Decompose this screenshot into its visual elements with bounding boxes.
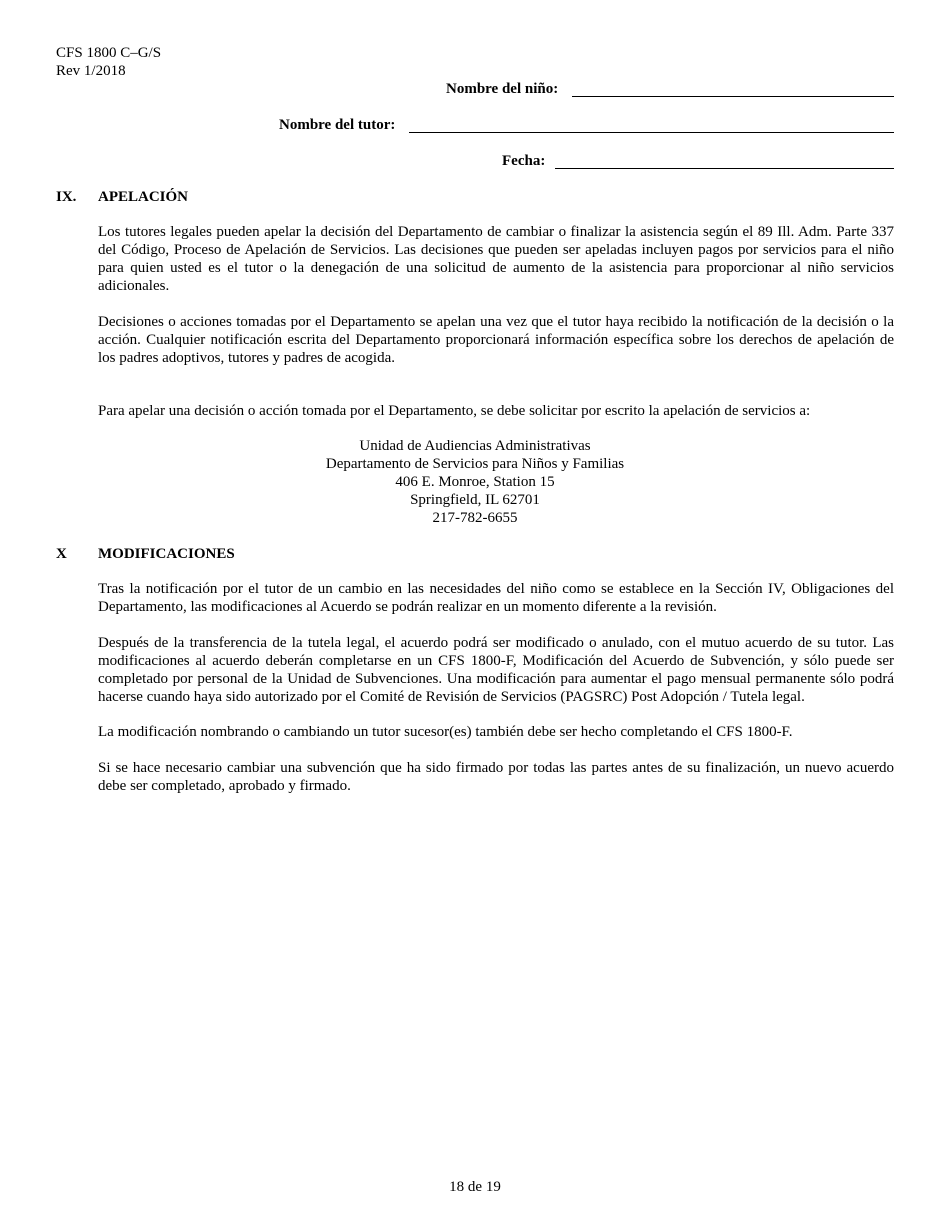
child-name-field — [446, 80, 558, 98]
address-line-1: Unidad de Audiencias Administrativas — [359, 438, 591, 454]
section-ix-paragraph-2: Decisiones o acciones tomadas por el Departamento se apelan una vez que el tutor haya recibido la notificación de la decisión o la acción. Cualquier notificación escrita del Departamento proporcionará información específica sobre los derechos de apelación de los padres adoptivos, tutores y padres de acogida. — [98, 314, 894, 366]
address-phone: 217-782-6655 — [432, 510, 518, 526]
section-ix-paragraph-1: Los tutores legales pueden apelar la decisión del Departamento de cambiar o finalizar la asistencia según el 89 Ill. Adm. Parte 337 del Código, Proceso de Apelación de Servicios. Las decisiones que pueden ser apeladas incluyen pagos por servicios para el niño para quien usted es el tutor o la denegación de una solicitud de aumento de la asistencia para proporcionar al niño servicios adicionales. — [98, 224, 894, 294]
date-input[interactable] — [555, 152, 894, 168]
section-ix-number: IX. — [56, 189, 77, 205]
section-ix-title: APELACIÓN — [98, 189, 189, 205]
section-x-paragraph-1: Tras la notificación por el tutor de un cambio en las necesidades del niño como se establece en la Sección IV, Obligaciones del Departamento, las modificaciones al Acuerdo se podrán realizar en un momento diferente a la revisión. — [98, 581, 894, 615]
guardian-name-input[interactable] — [409, 116, 894, 132]
guardian-name-label: Nombre del tutor: — [279, 117, 396, 133]
section-x-paragraph-3: La modificación nombrando o cambiando un tutor sucesor(es) también debe ser hecho completando el CFS 1800-F. — [98, 724, 793, 740]
date-field — [502, 152, 545, 170]
child-name-underline — [572, 96, 894, 97]
section-ix-paragraph-3: Para apelar una decisión o acción tomada por el Departamento, se debe solicitar por escrito la apelación de servicios a: — [98, 403, 811, 419]
appeal-address-block — [98, 437, 852, 527]
section-x-number: X — [56, 546, 67, 562]
section-x-paragraph-4: Si se hace necesario cambiar una subvención que ha sido firmado por todas las partes antes de su finalización, un nuevo acuerdo debe ser completado, aprobado y firmado. — [98, 760, 894, 794]
section-x-title: MODIFICACIONES — [98, 546, 235, 562]
address-line-3: 406 E. Monroe, Station 15 — [395, 474, 555, 490]
page-number: 18 de 19 — [449, 1179, 501, 1195]
form-revision: Rev 1/2018 — [56, 63, 126, 79]
child-name-input[interactable] — [572, 80, 894, 96]
form-header — [56, 44, 161, 80]
date-underline — [555, 168, 894, 169]
guardian-name-field — [279, 116, 395, 134]
address-line-2: Departamento de Servicios para Niños y Familias — [325, 456, 625, 472]
section-x-paragraph-2: Después de la transferencia de la tutela legal, el acuerdo podrá ser modificado o anulado, con el mutuo acuerdo de su tutor. Las modificaciones al acuerdo deberán completarse en un CFS 1800-F, Modificación del Acuerdo de Subvención, y sólo puede ser completado por personal de la Unidad de Subvenciones. Una modificación para aumentar el pago mensual permanente sólo podrá hacerse cuando haya sido autorizado por el Comité de Revisión de Servicios (PAGSRC) Post Adopción / Tutela legal. — [98, 635, 894, 705]
form-id: CFS 1800 C–G/S — [56, 45, 162, 61]
date-label: Fecha: — [502, 153, 546, 169]
address-line-4: Springfield, IL 62701 — [410, 492, 540, 508]
child-name-label: Nombre del niño: — [446, 81, 559, 97]
guardian-name-underline — [409, 132, 894, 133]
